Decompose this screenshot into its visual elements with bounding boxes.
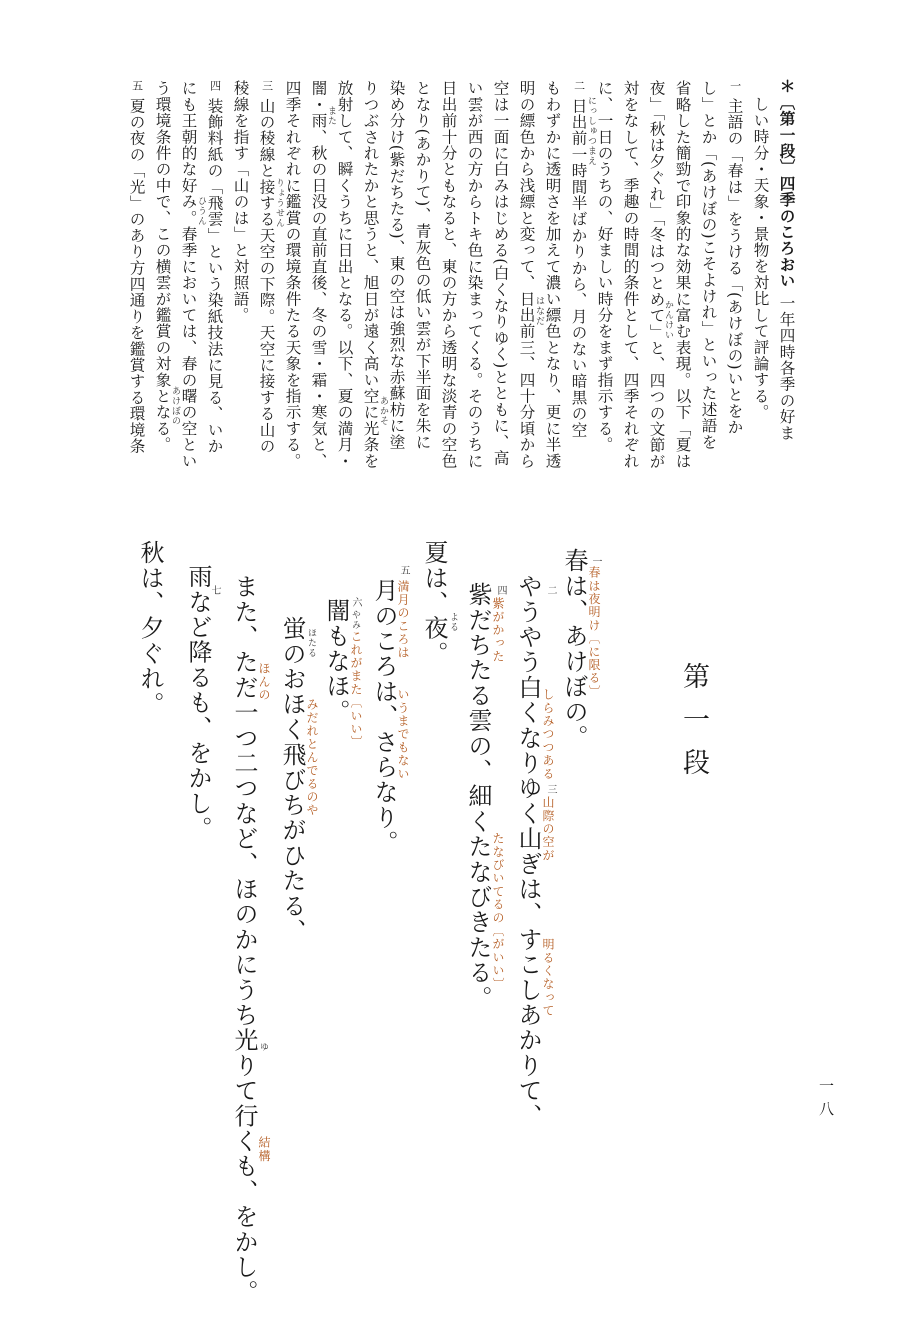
main-furigana: ほたる xyxy=(306,628,316,658)
note-line: 放射して、瞬くうちに日出となる。以下、夏の満月・ xyxy=(335,80,354,469)
note-line: し」とか「(あけぼの)こそよけれ」といった述語を xyxy=(699,80,718,450)
gloss-number: 三 xyxy=(545,784,556,794)
note-line: い雲が西の方からトキ色に染まってくる。そのうちに xyxy=(465,80,484,469)
main-line: 紫だちたる雲の、細くたなびきたる。 xyxy=(464,582,492,1011)
line-number: 六 xyxy=(350,597,361,607)
main-furigana: やみ xyxy=(350,610,360,630)
note-furigana: また xyxy=(326,106,336,126)
note-furigana: ひうん xyxy=(196,196,206,226)
main-line: また、ただ一つ二つなど、ほのかにうち光りて行くも、をかし。 xyxy=(230,574,258,1305)
gloss: 紫がかった xyxy=(491,597,505,663)
note-furigana: にっしゅつまえ xyxy=(586,96,596,166)
note-furigana: りょうせん xyxy=(274,178,284,228)
note-line: ＊〔第一段〕四季のころおい一年四時各季の好ま xyxy=(777,78,797,441)
gloss: 山際の空が xyxy=(541,796,555,862)
line-number: 五 xyxy=(398,565,409,575)
gloss: いうまでもない xyxy=(396,688,410,781)
main-line: 闇もなほ。 xyxy=(322,598,350,724)
line-number: 四 xyxy=(495,585,506,595)
line-number: 二 xyxy=(545,585,556,595)
note-line: となり(あかりて)、青灰色の低い雲が下半面を朱に xyxy=(413,80,432,450)
note-line: 省略した簡勁で印象的な効果に富む表現。以下「夏は xyxy=(673,80,692,469)
note-furigana: あけぼの xyxy=(170,386,180,426)
gloss: みだれとんでるのや xyxy=(305,698,319,817)
gloss: これがまた〔いい〕 xyxy=(349,630,363,749)
section-title: 第一段 xyxy=(678,662,709,791)
note-line: もわずかに透明さを加えて濃い縹色となり、更に半透 xyxy=(543,80,562,469)
main-line: やうやう白くなりゆく山ぎは、すこしあかりて、 xyxy=(514,574,542,1129)
note-line: 空は一面に白みはじめる(白くなりゆく)とともに、高 xyxy=(491,80,510,466)
note-line: 闇・雨、秋の日没の直前直後、冬の雪・霜・寒気と、 xyxy=(309,80,328,469)
line-number: 一 xyxy=(590,556,601,566)
note-furigana: かんけい xyxy=(663,300,673,340)
main-furigana: よる xyxy=(448,612,458,632)
main-furigana: ゆ xyxy=(258,1042,268,1052)
note-line: に、一日のうちの、好ましい時分をまず指示する。 xyxy=(595,80,614,453)
note-line: 稜線を指す「山のは」と対照語。 xyxy=(231,80,250,323)
main-line: 月のころは、さらなり。 xyxy=(370,578,398,856)
main-line: 夏は、夜。 xyxy=(420,540,448,666)
main-line: 春は、あけぼの。 xyxy=(560,548,588,750)
main-line: 蛍のおほく飛びちがひたる、 xyxy=(278,616,306,944)
note-line: 夜」「秋は夕ぐれ」「冬はつとめて」と、四つの文節が xyxy=(647,80,666,470)
main-line: 秋は、夕ぐれ。 xyxy=(136,540,164,717)
page-number: 一八 xyxy=(817,1078,835,1124)
gloss: 明るくなって xyxy=(541,938,555,1018)
gloss: しらみつつある xyxy=(541,688,555,781)
note-heading: ＊〔第一段〕四季のころおい xyxy=(777,78,797,289)
note-line: う環境条件の中で、この横雲が鑑賞の対象となる。 xyxy=(153,80,172,453)
gloss: 結構 xyxy=(257,1136,271,1163)
note-line: 二日出前一時間半ばかりから、月のない暗黒の空 xyxy=(569,80,588,438)
note-line: 四装飾料紙の「飛雲」という染紙技法に見る、いか xyxy=(205,80,224,455)
note-line: 五夏の夜の「光」のあり方四通りを鑑賞する環境条 xyxy=(127,80,146,455)
note-line: にも王朝的な好み。春季においては、春の曙の空とい xyxy=(179,80,198,469)
note-line: 四季それぞれに鑑賞の環境条件たる天象を指示する。 xyxy=(283,80,302,469)
note-line: 三山の稜線と接する天空の下際。天空に接する山の xyxy=(257,80,276,455)
note-line: 一主語の「春は」をうける「(あけぼの)いとをか xyxy=(725,80,744,435)
note-line: しい時分・天象・景物を対比して評論する。 xyxy=(751,96,770,420)
note-line: 日出前十分ともなると、東の方から透明な淡青の空色 xyxy=(439,80,458,469)
gloss: ほんの xyxy=(257,662,271,702)
note-line: 染め分け(紫だちたる)、東の空は強烈な赤蘇枋に塗 xyxy=(387,80,406,450)
gloss: 満月のころは xyxy=(396,580,410,660)
gloss: たなびいてるの〔がいい〕 xyxy=(491,832,505,991)
line-number: 七 xyxy=(209,585,220,595)
note-furigana: はなだ xyxy=(534,296,544,326)
gloss: 春は夜明け〔に限る〕 xyxy=(587,566,601,698)
main-line: 雨など降るも、をかし。 xyxy=(184,564,212,842)
note-line: りつぶされたかと思うと、旭日が遠く高い空に光条を xyxy=(361,80,380,469)
note-line: 明の縹色から浅縹と変って、日出前三、四十分頃から xyxy=(517,80,536,469)
note-line: 対をなして、季趣の時間的条件として、四季それぞれ xyxy=(621,80,640,469)
note-furigana: あかそ xyxy=(378,396,388,426)
